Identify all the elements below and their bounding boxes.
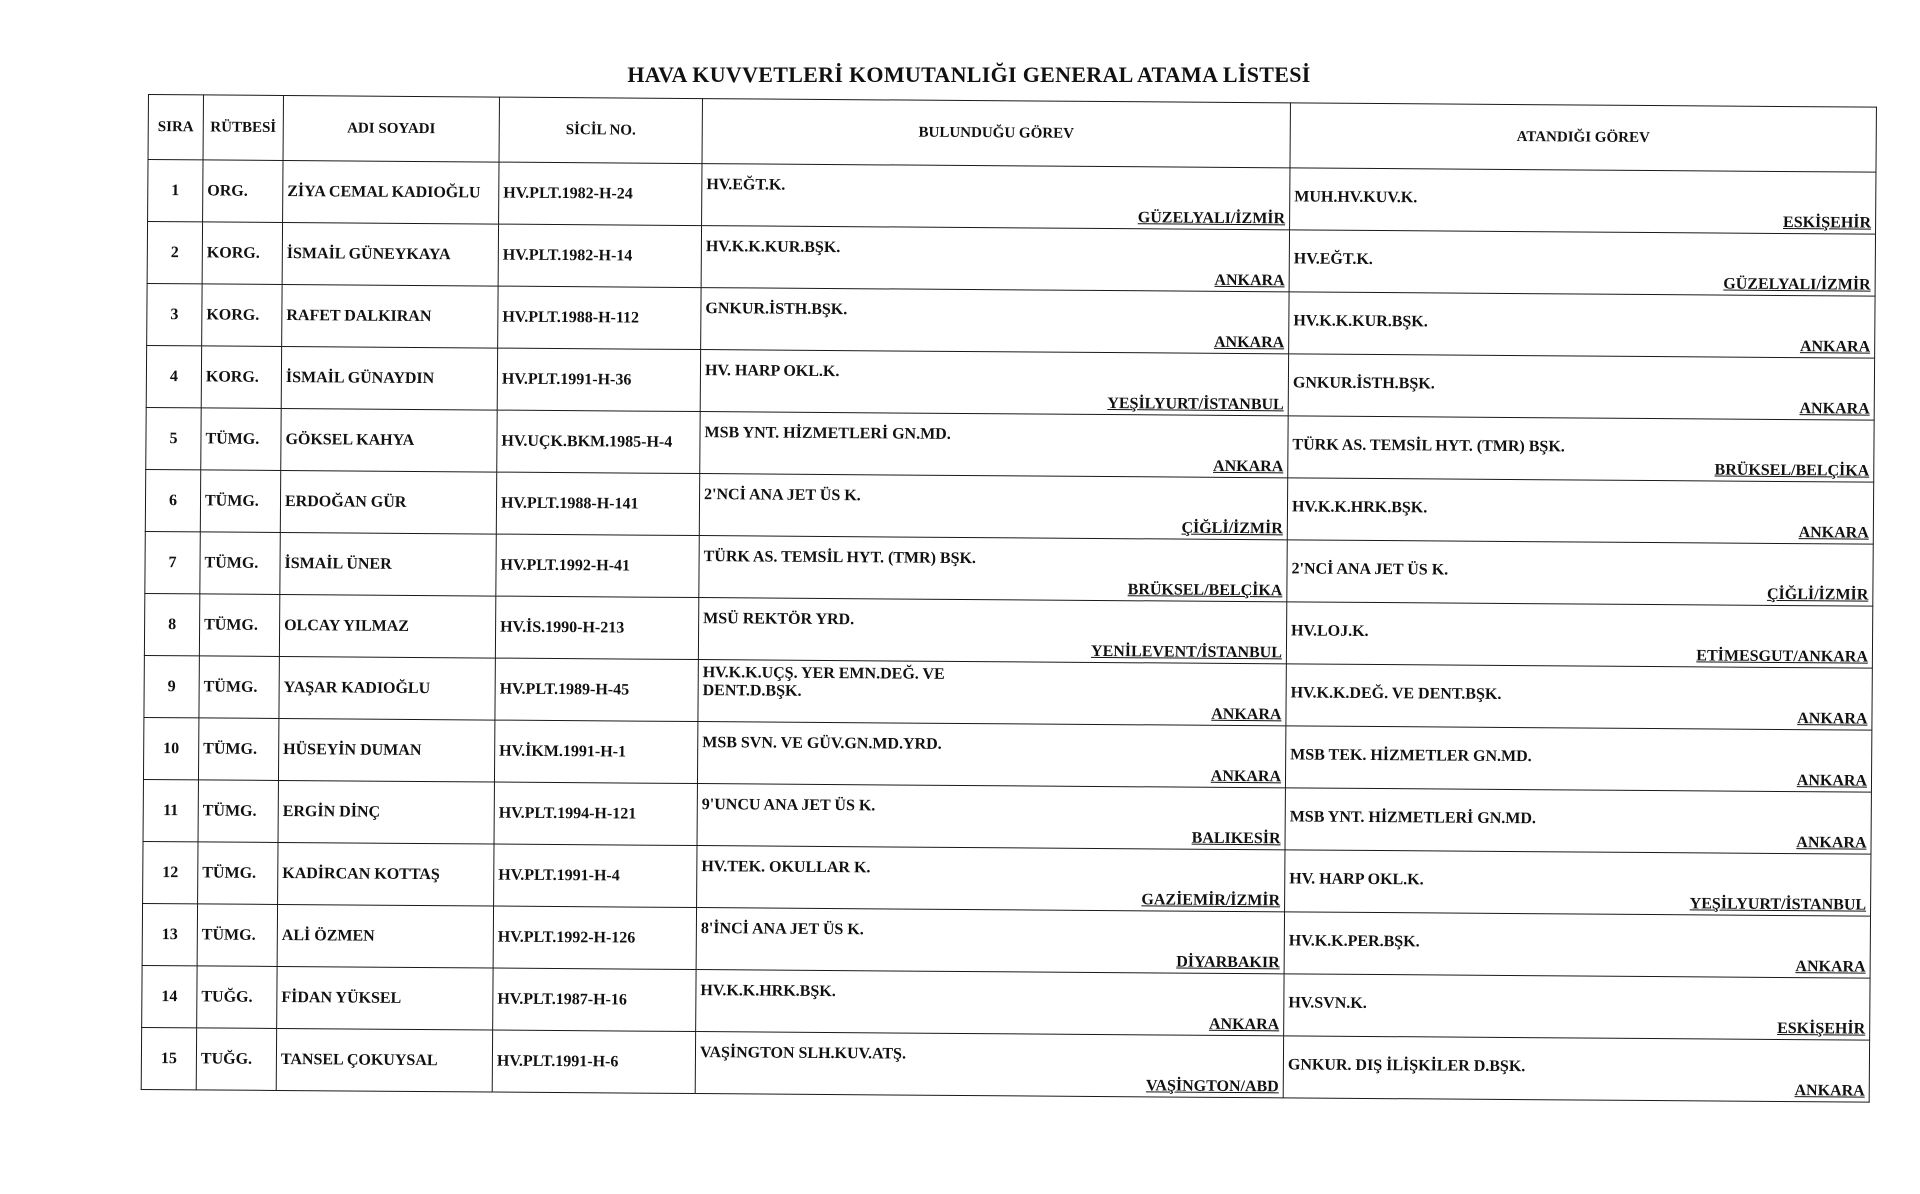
cell-rutbe: TÜMG. <box>199 594 279 657</box>
cell-bulundugu-gorev <box>700 350 1288 416</box>
cell-adi-soyadi: İSMAİL GÜNAYDIN <box>281 346 497 410</box>
cell-adi-soyadi: ERGİN DİNÇ <box>278 780 494 844</box>
assigned-duty-location: ÇİĞLİ/İZMİR <box>1766 585 1869 604</box>
cell-sira: 2 <box>147 222 202 284</box>
current-duty-title: HV. HARP OKL.K. <box>704 362 840 381</box>
assigned-duty-location: ANKARA <box>1799 400 1870 418</box>
current-duty-location: VAŞİNGTON/ABD <box>1145 1077 1279 1096</box>
current-duty-location: ANKARA <box>1211 705 1282 724</box>
cell-atandigi-gorev <box>1285 850 1871 916</box>
header-sicil-no: SİCİL NO. <box>499 97 702 163</box>
cell-rutbe: TUĞG. <box>196 1028 276 1091</box>
cell-rutbe: KORG. <box>202 222 282 285</box>
current-duty-location: YENİLEVENT/İSTANBUL <box>1091 642 1282 662</box>
cell-bulundugu-gorev <box>695 1032 1283 1098</box>
cell-sira: 7 <box>145 531 200 593</box>
current-duty-location: ANKARA <box>1213 333 1285 352</box>
assigned-duty-title: HV.K.K.HRK.BŞK. <box>1291 498 1428 517</box>
cell-rutbe: TÜMG. <box>200 470 280 533</box>
cell-bulundugu-gorev <box>698 598 1286 664</box>
cell-bulundugu-gorev <box>697 784 1285 850</box>
assigned-duty-title: MSB TEK. HİZMETLER GN.MD. <box>1290 746 1532 766</box>
cell-sicil-no: HV.PLT.1987-H-16 <box>493 968 696 1031</box>
assigned-duty-location: ANKARA <box>1794 1082 1865 1100</box>
cell-atandigi-gorev <box>1285 788 1871 854</box>
cell-adi-soyadi: HÜSEYİN DUMAN <box>278 718 494 782</box>
current-duty-title: 8'İNCİ ANA JET ÜS K. <box>700 920 864 939</box>
cell-bulundugu-gorev <box>696 970 1284 1036</box>
current-duty-location: GÜZELYALI/İZMİR <box>1137 209 1286 228</box>
cell-sira: 10 <box>143 717 198 779</box>
header-sira: SIRA <box>148 95 203 160</box>
cell-sicil-no: HV.İS.1990-H-213 <box>495 596 698 659</box>
cell-rutbe: TÜMG. <box>198 718 278 781</box>
cell-rutbe: TÜMG. <box>198 842 278 905</box>
current-duty-title: VAŞİNGTON SLH.KUV.ATŞ. <box>699 1044 907 1063</box>
cell-rutbe: TÜMG. <box>197 904 277 967</box>
assigned-duty-title: MUH.HV.KUV.K. <box>1294 188 1418 207</box>
cell-sicil-no: HV.PLT.1989-H-45 <box>495 658 698 721</box>
cell-sicil-no: HV.PLT.1992-H-41 <box>496 534 699 597</box>
cell-sicil-no: HV.PLT.1988-H-112 <box>498 286 701 349</box>
assigned-duty-location: ANKARA <box>1795 958 1866 976</box>
header-rutbe: RÜTBESİ <box>203 95 283 161</box>
current-duty-location: ÇİĞLİ/İZMİR <box>1181 519 1283 538</box>
cell-adi-soyadi: OLCAY YILMAZ <box>279 594 495 658</box>
cell-adi-soyadi: KADİRCAN KOTTAŞ <box>278 842 494 906</box>
current-duty-title: HV.K.K.KUR.BŞK. <box>705 238 841 257</box>
current-duty-location: ANKARA <box>1214 271 1285 290</box>
current-duty-title: 2'NCİ ANA JET ÜS K. <box>704 486 861 505</box>
cell-adi-soyadi: ZİYA CEMAL KADIOĞLU <box>283 160 499 224</box>
assigned-duty-title: GNKUR.İSTH.BŞK. <box>1292 374 1435 393</box>
cell-sira: 8 <box>144 593 199 655</box>
current-duty-title: MSÜ REKTÖR YRD. <box>703 610 855 629</box>
cell-atandigi-gorev <box>1290 168 1876 234</box>
cell-bulundugu-gorev <box>699 536 1287 602</box>
assigned-duty-location: ANKARA <box>1797 710 1868 728</box>
cell-sicil-no: HV.PLT.1994-H-121 <box>494 782 697 845</box>
cell-adi-soyadi: ERDOĞAN GÜR <box>280 470 496 534</box>
document-title: HAVA KUVVETLERİ KOMUTANLIĞI GENERAL ATAMA LİSTESİ <box>627 62 1311 87</box>
general-assignment-table <box>141 94 1877 1103</box>
cell-rutbe: TÜMG. <box>200 532 280 595</box>
assigned-duty-title: TÜRK AS. TEMSİL HYT. (TMR) BŞK. <box>1292 436 1565 456</box>
cell-bulundugu-gorev <box>702 164 1290 230</box>
cell-sicil-no: HV.İKM.1991-H-1 <box>494 720 697 783</box>
cell-atandigi-gorev <box>1286 602 1872 668</box>
current-duty-location: ANKARA <box>1208 1015 1280 1034</box>
cell-atandigi-gorev <box>1284 912 1870 978</box>
assigned-duty-location: ANKARA <box>1796 834 1867 852</box>
cell-atandigi-gorev <box>1289 292 1875 358</box>
current-duty-location: DİYARBAKIR <box>1176 953 1280 972</box>
current-duty-location: YEŞİLYURT/İSTANBUL <box>1107 395 1284 414</box>
header-bulundugu-gorev: BULUNDUĞU GÖREV <box>702 99 1290 168</box>
cell-adi-soyadi: İSMAİL GÜNEYKAYA <box>282 222 498 286</box>
assigned-duty-title: HV.K.K.DEĞ. VE DENT.BŞK. <box>1290 684 1502 703</box>
cell-rutbe: ORG. <box>203 160 283 223</box>
assigned-duty-location: GÜZELYALI/İZMİR <box>1723 275 1871 294</box>
cell-sicil-no: HV.PLT.1991-H-4 <box>494 844 697 907</box>
assigned-duty-title: HV.LOJ.K. <box>1291 622 1369 640</box>
cell-atandigi-gorev <box>1283 1036 1869 1102</box>
header-adi-soyadi: ADI SOYADI <box>283 95 499 162</box>
cell-atandigi-gorev <box>1285 726 1871 792</box>
assigned-duty-location: ESKİŞEHİR <box>1777 1019 1866 1038</box>
assigned-duty-location: YEŞİLYURT/İSTANBUL <box>1689 895 1867 914</box>
cell-adi-soyadi: YAŞAR KADIOĞLU <box>279 656 495 720</box>
assigned-duty-location: ETİMESGUT/ANKARA <box>1696 647 1868 666</box>
current-duty-location: ANKARA <box>1213 457 1284 476</box>
current-duty-location: ANKARA <box>1210 767 1282 786</box>
cell-rutbe: TÜMG. <box>199 656 279 719</box>
cell-atandigi-gorev <box>1286 664 1872 730</box>
cell-sira: 9 <box>144 655 199 717</box>
cell-rutbe: KORG. <box>201 346 281 409</box>
current-duty-location: BALIKESİR <box>1191 829 1281 848</box>
cell-bulundugu-gorev <box>701 226 1289 292</box>
cell-atandigi-gorev <box>1287 478 1873 544</box>
cell-sira: 5 <box>146 407 201 469</box>
cell-bulundugu-gorev <box>697 722 1285 788</box>
current-duty-title: TÜRK AS. TEMSİL HYT. (TMR) BŞK. <box>703 548 977 568</box>
cell-bulundugu-gorev <box>701 288 1289 354</box>
cell-sicil-no: HV.PLT.1992-H-126 <box>493 906 696 969</box>
cell-sicil-no: HV.PLT.1991-H-6 <box>492 1030 695 1093</box>
assigned-duty-location: ESKİŞEHİR <box>1782 213 1872 232</box>
assigned-duty-title: HV.SVN.K. <box>1288 994 1367 1012</box>
cell-atandigi-gorev <box>1287 540 1873 606</box>
cell-rutbe: TÜMG. <box>198 780 278 843</box>
cell-adi-soyadi: RAFET DALKIRAN <box>282 284 498 348</box>
assigned-duty-title: 2'NCİ ANA JET ÜS K. <box>1291 560 1449 579</box>
cell-rutbe: KORG. <box>202 284 282 347</box>
cell-rutbe: TUĞG. <box>197 966 277 1029</box>
cell-atandigi-gorev <box>1284 974 1870 1040</box>
cell-sicil-no: HV.UÇK.BKM.1985-H-4 <box>497 410 700 473</box>
cell-adi-soyadi: TANSEL ÇOKUYSAL <box>276 1028 492 1092</box>
cell-adi-soyadi: İSMAİL ÜNER <box>280 532 496 596</box>
cell-bulundugu-gorev <box>697 846 1285 912</box>
assigned-duty-title: HV.K.K.KUR.BŞK. <box>1293 312 1428 331</box>
current-duty-location: BRÜKSEL/BELÇİKA <box>1127 581 1283 600</box>
current-duty-title: HV.K.K.UÇŞ. YER EMN.DEĞ. VE DENT.D.BŞK. <box>702 664 945 700</box>
cell-atandigi-gorev <box>1288 354 1874 420</box>
current-duty-title: MSB YNT. HİZMETLERİ GN.MD. <box>704 424 951 443</box>
assigned-duty-title: HV.K.K.PER.BŞK. <box>1288 932 1420 951</box>
cell-sicil-no: HV.PLT.1982-H-14 <box>498 224 701 287</box>
cell-adi-soyadi: GÖKSEL KAHYA <box>281 408 497 472</box>
table-row <box>141 1027 1869 1102</box>
cell-sira: 13 <box>142 903 197 965</box>
cell-sicil-no: HV.PLT.1988-H-141 <box>496 472 699 535</box>
current-duty-title: HV.K.K.HRK.BŞK. <box>700 982 836 1001</box>
assigned-duty-location: ANKARA <box>1799 338 1871 356</box>
current-duty-title: HV.TEK. OKULLAR K. <box>701 858 871 877</box>
assigned-duty-title: MSB YNT. HİZMETLERİ GN.MD. <box>1289 808 1537 828</box>
cell-bulundugu-gorev <box>696 908 1284 974</box>
cell-rutbe: TÜMG. <box>201 408 281 471</box>
assigned-duty-title: HV.EĞT.K. <box>1293 250 1373 268</box>
assigned-duty-location: ANKARA <box>1798 524 1869 542</box>
cell-sicil-no: HV.PLT.1982-H-24 <box>499 162 702 225</box>
current-duty-title: 9'UNCU ANA JET ÜS K. <box>701 796 876 815</box>
cell-adi-soyadi: FİDAN YÜKSEL <box>277 966 493 1030</box>
cell-adi-soyadi: ALİ ÖZMEN <box>277 904 493 968</box>
current-duty-title: HV.EĞT.K. <box>706 176 786 194</box>
assigned-duty-location: ANKARA <box>1796 772 1868 790</box>
cell-sira: 12 <box>143 841 198 903</box>
assigned-duty-title: GNKUR. DIŞ İLİŞKİLER D.BŞK. <box>1287 1056 1526 1076</box>
cell-bulundugu-gorev <box>698 660 1286 726</box>
cell-sicil-no: HV.PLT.1991-H-36 <box>497 348 700 411</box>
cell-bulundugu-gorev <box>699 474 1287 540</box>
cell-sira: 15 <box>141 1027 196 1089</box>
cell-sira: 14 <box>142 965 197 1027</box>
cell-bulundugu-gorev <box>700 412 1288 478</box>
cell-sira: 3 <box>147 283 202 345</box>
current-duty-location: GAZİEMİR/İZMİR <box>1141 891 1281 910</box>
current-duty-title: GNKUR.İSTH.BŞK. <box>705 300 848 319</box>
cell-sira: 1 <box>148 160 203 222</box>
header-atandigi-gorev: ATANDIĞI GÖREV <box>1290 103 1876 172</box>
cell-sira: 4 <box>146 345 201 407</box>
assigned-duty-location: BRÜKSEL/BELÇİKA <box>1714 461 1870 480</box>
cell-atandigi-gorev <box>1288 416 1874 482</box>
cell-sira: 6 <box>145 469 200 531</box>
cell-sira: 11 <box>143 779 198 841</box>
current-duty-title: MSB SVN. VE GÜV.GN.MD.YRD. <box>702 734 942 753</box>
assigned-duty-title: HV. HARP OKL.K. <box>1289 870 1424 889</box>
cell-atandigi-gorev <box>1289 230 1875 296</box>
